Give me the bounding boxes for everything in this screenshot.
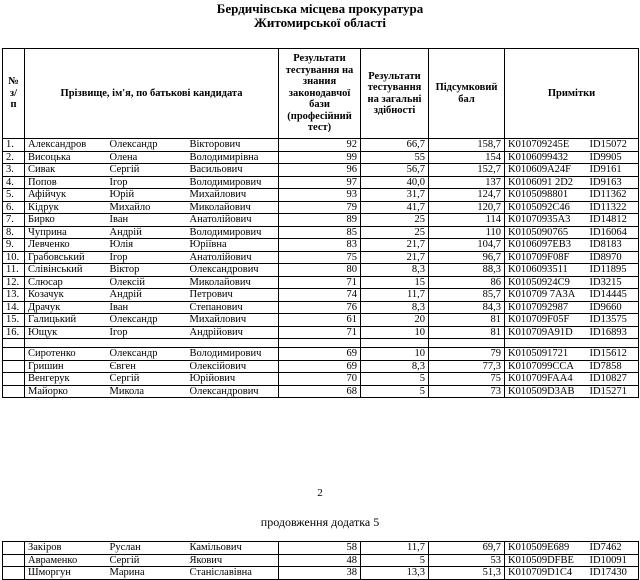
surname-cell: Шморгун [25, 567, 107, 580]
code-cell: K010509D3AB [505, 385, 587, 398]
surname-cell: Ющук [25, 326, 107, 339]
code-cell: K0105091721 [505, 348, 587, 361]
first-name-cell: Олексій [107, 276, 187, 289]
patronymic-cell: Юрійович [187, 373, 279, 386]
patronymic-cell: Володимирівна [187, 151, 279, 164]
code-cell: K0106099432 [505, 151, 587, 164]
id-cell: ID15072 [587, 139, 639, 152]
patronymic-cell: Олексійович [187, 360, 279, 373]
code-cell: K010609A24F [505, 164, 587, 177]
patronymic-cell: Андрійович [187, 326, 279, 339]
general-score-cell: 66,7 [361, 139, 429, 152]
table-row [3, 176, 639, 189]
first-name-cell: Ігор [107, 326, 187, 339]
general-score-cell: 8,3 [361, 301, 429, 314]
table-row [3, 276, 639, 289]
first-name-cell: Сергій [107, 164, 187, 177]
general-score-cell: 8,3 [361, 264, 429, 277]
general-score-cell: 21,7 [361, 239, 429, 252]
patronymic-cell: Володимирович [187, 226, 279, 239]
code-cell: K010709FAA4 [505, 373, 587, 386]
first-name-cell: Віктор [107, 264, 187, 277]
first-name-cell: Євген [107, 360, 187, 373]
law-score-cell: 89 [279, 214, 361, 227]
col-name-header: Прізвище, ім'я, по батькові кандидата [25, 49, 279, 139]
patronymic-cell: Вікторович [187, 139, 279, 152]
table-row [3, 554, 639, 567]
surname-cell: Афійчук [25, 189, 107, 202]
table-row [3, 139, 639, 152]
total-score-cell: 85,7 [429, 289, 505, 302]
surname-cell: Драчук [25, 301, 107, 314]
total-score-cell: 84,3 [429, 301, 505, 314]
row-number: 9. [3, 239, 25, 252]
table-row [3, 348, 639, 361]
total-score-cell: 154 [429, 151, 505, 164]
table-row [3, 264, 639, 277]
col-no-header: № з/ п [3, 49, 25, 139]
row-number: 2. [3, 151, 25, 164]
code-cell: K0105092C46 [505, 201, 587, 214]
law-score-cell: 38 [279, 567, 361, 580]
total-score-cell: 152,7 [429, 164, 505, 177]
code-cell: K01050924C9 [505, 276, 587, 289]
code-cell: K010709A91D [505, 326, 587, 339]
table-row [3, 164, 639, 177]
first-name-cell: Олександр [107, 348, 187, 361]
table-spacer-row [3, 339, 639, 348]
code-cell: K0107092987 [505, 301, 587, 314]
total-score-cell: 124,7 [429, 189, 505, 202]
code-cell: K010709 7A3A [505, 289, 587, 302]
surname-cell: Закіров [25, 542, 107, 555]
table-row [3, 314, 639, 327]
total-score-cell: 73 [429, 385, 505, 398]
surname-cell: Кідрук [25, 201, 107, 214]
patronymic-cell: Якович [187, 554, 279, 567]
table-row [3, 385, 639, 398]
first-name-cell: Олександр [107, 314, 187, 327]
surname-cell: Левченко [25, 239, 107, 252]
total-score-cell: 158,7 [429, 139, 505, 152]
first-name-cell: Юрій [107, 189, 187, 202]
first-name-cell: Сергій [107, 554, 187, 567]
code-cell: K010509DFBE [505, 554, 587, 567]
table-row [3, 226, 639, 239]
row-number: 6. [3, 201, 25, 214]
general-score-cell: 11,7 [361, 289, 429, 302]
surname-cell: Слівінський [25, 264, 107, 277]
first-name-cell: Андрій [107, 289, 187, 302]
table-row [3, 251, 639, 264]
law-score-cell: 99 [279, 151, 361, 164]
general-score-cell: 10 [361, 348, 429, 361]
general-score-cell: 41,7 [361, 201, 429, 214]
general-score-cell: 15 [361, 276, 429, 289]
law-score-cell: 93 [279, 189, 361, 202]
id-cell: ID14445 [587, 289, 639, 302]
general-score-cell: 55 [361, 151, 429, 164]
general-score-cell: 40,0 [361, 176, 429, 189]
region-title: Житомирської області [254, 15, 386, 30]
total-score-cell: 51,3 [429, 567, 505, 580]
surname-cell: Авраменко [25, 554, 107, 567]
id-cell: ID17430 [587, 567, 639, 580]
code-cell: K010709245E [505, 139, 587, 152]
general-score-cell: 21,7 [361, 251, 429, 264]
col-law-header: Результати тестування на знания законодавчої бази (професійний тест) [279, 49, 361, 139]
general-score-cell: 5 [361, 385, 429, 398]
page-number: 2 [317, 487, 323, 499]
first-name-cell: Іван [107, 214, 187, 227]
patronymic-cell: Анатолійович [187, 214, 279, 227]
row-number: 3. [3, 164, 25, 177]
row-number [3, 385, 25, 398]
total-score-cell: 120,7 [429, 201, 505, 214]
continuation-table [2, 541, 639, 580]
row-number: 5. [3, 189, 25, 202]
row-number [3, 554, 25, 567]
surname-cell: Александров [25, 139, 107, 152]
first-name-cell: Андрій [107, 226, 187, 239]
code-cell: K0106093511 [505, 264, 587, 277]
first-name-cell: Юлія [107, 239, 187, 252]
id-cell: ID11322 [587, 201, 639, 214]
first-name-cell: Іван [107, 301, 187, 314]
row-number: 16. [3, 326, 25, 339]
table-row [3, 542, 639, 555]
id-cell: ID9660 [587, 301, 639, 314]
office-title: Бердичівська місцева прокуратура [216, 1, 424, 16]
code-cell: K010709F08F [505, 251, 587, 264]
table-row [3, 326, 639, 339]
first-name-cell: Олена [107, 151, 187, 164]
general-score-cell: 56,7 [361, 164, 429, 177]
col-notes-header: Примітки [505, 49, 639, 139]
results-table [2, 48, 639, 398]
row-number [3, 373, 25, 386]
patronymic-cell: Олександрович [187, 385, 279, 398]
table-row [3, 360, 639, 373]
patronymic-cell: Володимирович [187, 176, 279, 189]
total-score-cell: 77,3 [429, 360, 505, 373]
patronymic-cell: Володимирович [187, 348, 279, 361]
surname-cell: Сиротенко [25, 348, 107, 361]
id-cell: ID8970 [587, 251, 639, 264]
law-score-cell: 92 [279, 139, 361, 152]
table-row [3, 189, 639, 202]
id-cell: ID15612 [587, 348, 639, 361]
id-cell: ID15271 [587, 385, 639, 398]
patronymic-cell: Степанович [187, 301, 279, 314]
id-cell: ID8183 [587, 239, 639, 252]
law-score-cell: 97 [279, 176, 361, 189]
row-number: 8. [3, 226, 25, 239]
row-number: 1. [3, 139, 25, 152]
code-cell: K0106091 2D2 [505, 176, 587, 189]
surname-cell: Галицький [25, 314, 107, 327]
surname-cell: Бирко [25, 214, 107, 227]
row-number [3, 360, 25, 373]
patronymic-cell: Михайлович [187, 189, 279, 202]
general-score-cell: 20 [361, 314, 429, 327]
law-score-cell: 61 [279, 314, 361, 327]
total-score-cell: 81 [429, 314, 505, 327]
first-name-cell: Михайло [107, 201, 187, 214]
general-score-cell: 25 [361, 226, 429, 239]
patronymic-cell: Анатолійович [187, 251, 279, 264]
general-score-cell: 10 [361, 326, 429, 339]
id-cell: ID13575 [587, 314, 639, 327]
law-score-cell: 69 [279, 360, 361, 373]
table-row [3, 567, 639, 580]
law-score-cell: 80 [279, 264, 361, 277]
surname-cell: Сивак [25, 164, 107, 177]
row-number: 15. [3, 314, 25, 327]
code-cell: K0106097EB3 [505, 239, 587, 252]
law-score-cell: 69 [279, 348, 361, 361]
first-name-cell: Микола [107, 385, 187, 398]
first-name-cell: Олександр [107, 139, 187, 152]
patronymic-cell: Олександрович [187, 264, 279, 277]
first-name-cell: Сергій [107, 373, 187, 386]
code-cell: K01070935A3 [505, 214, 587, 227]
id-cell: ID7462 [587, 542, 639, 555]
law-score-cell: 75 [279, 251, 361, 264]
row-number: 10. [3, 251, 25, 264]
row-number [3, 542, 25, 555]
general-score-cell: 13,3 [361, 567, 429, 580]
code-cell: K0107099CCA [505, 360, 587, 373]
id-cell: ID9161 [587, 164, 639, 177]
row-number: 12. [3, 276, 25, 289]
total-score-cell: 53 [429, 554, 505, 567]
first-name-cell: Марина [107, 567, 187, 580]
id-cell: ID11362 [587, 189, 639, 202]
surname-cell: Висоцька [25, 151, 107, 164]
code-cell: K010709F05F [505, 314, 587, 327]
row-number: 4. [3, 176, 25, 189]
id-cell: ID14812 [587, 214, 639, 227]
first-name-cell: Ігор [107, 176, 187, 189]
table-row [3, 301, 639, 314]
law-score-cell: 68 [279, 385, 361, 398]
row-number: 14. [3, 301, 25, 314]
law-score-cell: 96 [279, 164, 361, 177]
code-cell: K010509E689 [505, 542, 587, 555]
total-score-cell: 96,7 [429, 251, 505, 264]
patronymic-cell: Миколайович [187, 276, 279, 289]
id-cell: ID3215 [587, 276, 639, 289]
general-score-cell: 11,7 [361, 542, 429, 555]
surname-cell: Попов [25, 176, 107, 189]
code-cell: K0105098801 [505, 189, 587, 202]
table-row [3, 289, 639, 302]
total-score-cell: 69,7 [429, 542, 505, 555]
general-score-cell: 25 [361, 214, 429, 227]
law-score-cell: 58 [279, 542, 361, 555]
total-score-cell: 88,3 [429, 264, 505, 277]
row-number [3, 567, 25, 580]
patronymic-cell: Юріївна [187, 239, 279, 252]
row-number [3, 348, 25, 361]
patronymic-cell: Васильович [187, 164, 279, 177]
row-number: 11. [3, 264, 25, 277]
law-score-cell: 71 [279, 326, 361, 339]
patronymic-cell: Камільович [187, 542, 279, 555]
patronymic-cell: Станіславівна [187, 567, 279, 580]
general-score-cell: 31,7 [361, 189, 429, 202]
law-score-cell: 48 [279, 554, 361, 567]
table-row [3, 214, 639, 227]
law-score-cell: 83 [279, 239, 361, 252]
total-score-cell: 114 [429, 214, 505, 227]
id-cell: ID10827 [587, 373, 639, 386]
surname-cell: Грабовський [25, 251, 107, 264]
patronymic-cell: Петрович [187, 289, 279, 302]
id-cell: ID9905 [587, 151, 639, 164]
total-score-cell: 75 [429, 373, 505, 386]
id-cell: ID9163 [587, 176, 639, 189]
id-cell: ID16064 [587, 226, 639, 239]
law-score-cell: 70 [279, 373, 361, 386]
law-score-cell: 71 [279, 276, 361, 289]
table-row [3, 201, 639, 214]
surname-cell: Гришин [25, 360, 107, 373]
total-score-cell: 110 [429, 226, 505, 239]
row-number: 7. [3, 214, 25, 227]
surname-cell: Венгерук [25, 373, 107, 386]
total-score-cell: 137 [429, 176, 505, 189]
col-general-header: Результати тестування на загальні здібності [361, 49, 429, 139]
general-score-cell: 5 [361, 373, 429, 386]
col-total-header: Підсумковий бал [429, 49, 505, 139]
patronymic-cell: Миколайович [187, 201, 279, 214]
surname-cell: Слюсар [25, 276, 107, 289]
patronymic-cell: Михайлович [187, 314, 279, 327]
id-cell: ID7858 [587, 360, 639, 373]
code-cell: K010709D1C4 [505, 567, 587, 580]
surname-cell: Майорко [25, 385, 107, 398]
first-name-cell: Ігор [107, 251, 187, 264]
surname-cell: Козачук [25, 289, 107, 302]
row-number: 13. [3, 289, 25, 302]
code-cell: K0105090765 [505, 226, 587, 239]
surname-cell: Чуприна [25, 226, 107, 239]
id-cell: ID16893 [587, 326, 639, 339]
total-score-cell: 81 [429, 326, 505, 339]
law-score-cell: 74 [279, 289, 361, 302]
table-row [3, 373, 639, 386]
total-score-cell: 79 [429, 348, 505, 361]
total-score-cell: 104,7 [429, 239, 505, 252]
table-row [3, 151, 639, 164]
law-score-cell: 76 [279, 301, 361, 314]
total-score-cell: 86 [429, 276, 505, 289]
id-cell: ID11895 [587, 264, 639, 277]
general-score-cell: 8,3 [361, 360, 429, 373]
table-row [3, 239, 639, 252]
continuation-title: продовження додатка 5 [260, 515, 380, 529]
first-name-cell: Руслан [107, 542, 187, 555]
id-cell: ID10091 [587, 554, 639, 567]
general-score-cell: 5 [361, 554, 429, 567]
law-score-cell: 85 [279, 226, 361, 239]
law-score-cell: 79 [279, 201, 361, 214]
